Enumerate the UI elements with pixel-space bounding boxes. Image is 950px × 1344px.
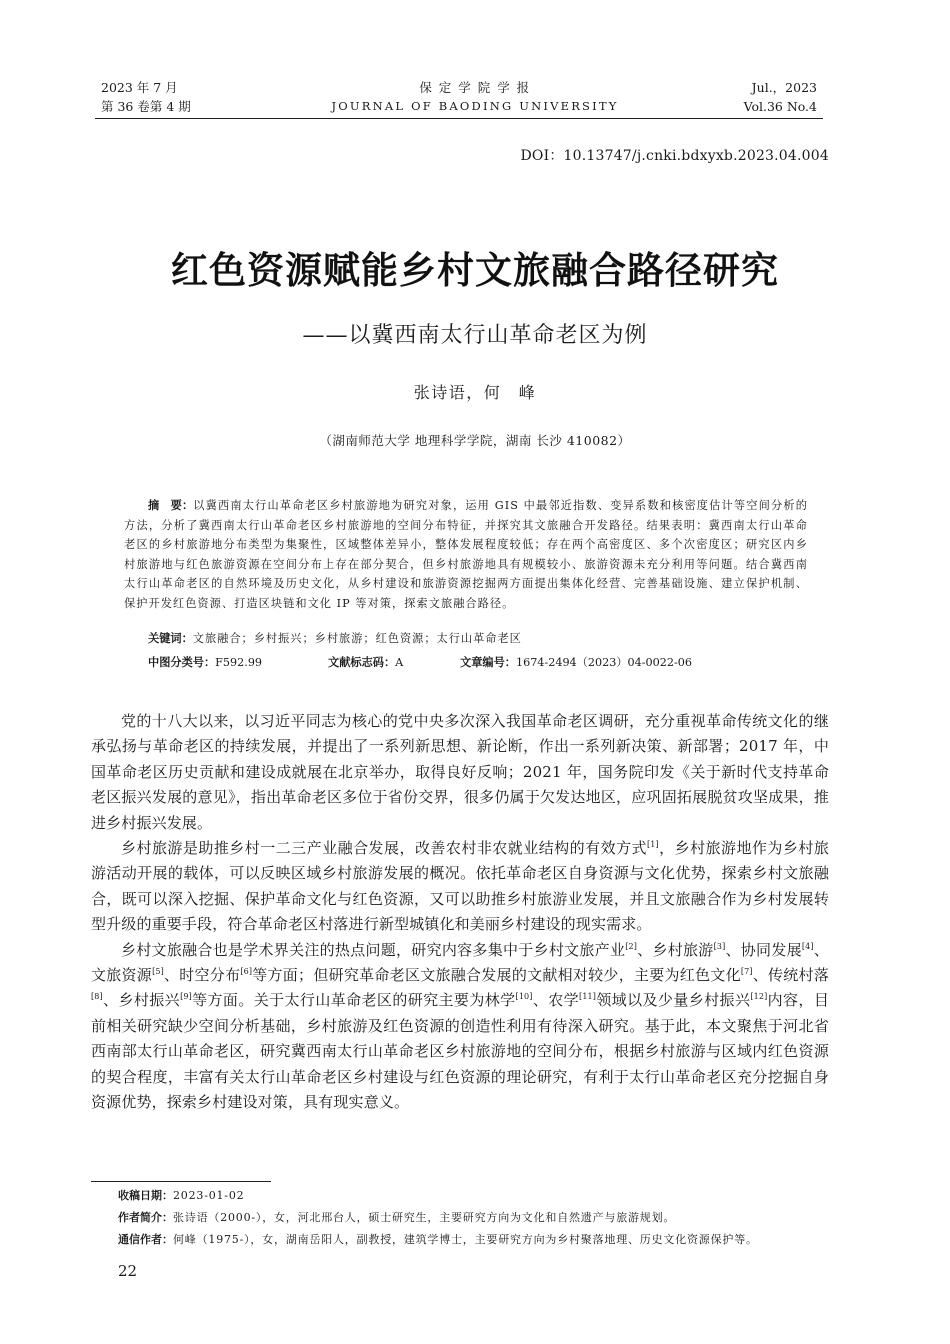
p3-seg: 、农学 [532,991,580,1010]
article-label: 文章编号： [460,656,516,669]
citation[interactable]: [4] [801,941,814,951]
citation[interactable]: [6] [240,967,253,977]
received-label: 收稿日期： [118,1189,173,1202]
p3-seg: 乡村文旅融合也是学术界关注的热点问题，研究内容多集中于乡村文旅产业 [121,940,626,959]
clc-value: F592.99 [215,656,263,669]
paragraph-2 [91,836,829,938]
keywords [148,630,522,646]
issue-volume-en: Vol.36 No.4 [743,99,817,114]
corresponding-bio: 何峰（1975-），女，湖南岳阳人，副教授，建筑学博士，主要研究方向为乡村聚落地理、历史文化资源保护等。 [173,1233,758,1246]
corresponding-label: 通信作者： [118,1233,173,1246]
citation[interactable]: [7] [740,967,753,977]
citation[interactable]: [2] [625,941,638,951]
p2-seg: 乡村旅游是助推乡村一二三产业融合发展，改善农村非农就业结构的有效方式 [121,839,648,858]
author-bio-label: 作者简介： [118,1211,173,1224]
clc-label: 中图分类号： [148,656,216,669]
paragraph-1: 党的十八大以来，以习近平同志为核心的党中央多次深入我国革命老区调研，充分重视革命传统文化的继承弘扬与革命老区的持续发展，并提出了一系列新思想、新论断，作出一系列新决策、新部署；2017 年，中国革命老区历史贡献和建设成就展在北京举办，取得良好反响；2021 年，国务院印发《关于新时代支持革命老区振兴发展的意见》，指出革命老区多位于省份交界，很多仍属于欠发达地区，应巩固拓展脱贫攻坚成果，推进乡村振兴发展。 [91,712,829,832]
authors: 张诗语，何 峰 [413,383,537,402]
header-rule [95,118,823,119]
article-number [460,654,692,670]
abstract-text: 以冀西南太行山革命老区乡村旅游地为研究对象，运用 GIS 中最邻近指数、变异系数和核密度估计等空间分析的方法，分析了冀西南太行山革命老区乡村旅游地的空间分布特征，并探究其文旅融合开发路径。结果表明：冀西南太行山革命老区的乡村旅游地分布类型为集聚性，区域整体差异小，整体发展程度较低；存在两个高密度区、多个次密度区；研究区内乡村旅游地与红色旅游资源在空间分布上存在部分契合，但乡村旅游地具有规模较小、旅游资源未充分利用等问题。结合冀西南太行山革命老区的自然环境及历史文化，从乡村建设和旅游资源挖掘两方面提出集体化经营、完善基础设施、建立保护机制、保护开发红色资源、打造区块链和文化 IP 等对策，探索文旅融合路径。 [124,499,808,610]
issue-volume-cn: 第 36 卷第 4 期 [101,99,191,114]
p3-seg: 、文旅资源 [91,940,829,985]
citation[interactable]: [8] [91,992,103,1002]
footnote-rule [91,1181,271,1182]
p3-seg: 、乡村振兴 [102,991,181,1010]
footnote-author [118,1209,675,1225]
p2-seg: ，乡村旅游地作为乡村旅游活动开展的载体，可以反映区域乡村旅游发展的概况。依托革命老区自身资源与文化优势，探索乡村文旅融合，既可以深入挖掘、保护革命文化与红色资源，又可以助推乡村旅游业发展，并且文旅融合作为乡村发展转型升级的重要手段，符合革命老区村落进行新型城镇化和美丽乡村建设的现实需求。 [91,839,829,934]
p3-seg: 内容，目前相关研究缺少空间分析基础，乡村旅游及红色资源的创造性利用有待深入研究。基于此，本文聚焦于河北省西南部太行山革命老区，研究冀西南太行山革命老区乡村旅游地的空间分布，根据乡村旅游与区域内红色资源的契合程度，丰富有关太行山革命老区乡村建设与红色资源的理论研究，有利于太行山革命老区充分挖掘自身资源优势，探索乡村建设对策，具有现实意义。 [91,991,829,1112]
citation[interactable]: [5] [152,967,164,977]
affiliation: （湖南师范大学 地理科学学院，湖南 长沙 410082） [319,433,631,448]
citation[interactable]: [11] [579,992,597,1002]
code-label: 文献标志码： [328,656,396,669]
abstract-label: 摘 要： [148,499,194,512]
code-value: A [395,656,404,669]
keywords-label: 关键词： [148,632,193,645]
keywords-text: 文旅融合；乡村振兴；乡村旅游；红色资源；太行山革命老区 [192,632,522,645]
body-text [91,709,829,1116]
p3-seg: 等方面；但研究革命老区文旅融合发展的文献相对较少，主要为红色文化 [252,966,741,985]
issue-date-en: Jul.，2023 [751,80,817,95]
journal-name-en: JOURNAL OF BAODING UNIVERSITY [331,99,619,113]
page-number: 22 [118,1262,138,1280]
journal-name-cn: 保 定 学 院 学 报 [419,80,531,95]
paper-title: 红色资源赋能乡村文旅融合路径研究 [171,248,779,292]
p3-seg: 领域以及少量乡村振兴 [596,991,751,1010]
p3-seg: 、协同发展 [725,940,802,959]
paragraph-3 [91,938,829,1116]
citation[interactable]: [1] [647,840,659,850]
citation[interactable]: [3] [713,941,726,951]
citation[interactable]: [9] [180,992,192,1002]
p3-seg: 、乡村旅游 [637,940,714,959]
p3-seg: 、传统村落 [752,966,829,985]
p3-seg: 等方面。关于太行山革命老区的研究主要为林学 [191,991,516,1010]
article-value: 1674-2494（2023）04-0022-06 [515,656,693,669]
citation[interactable]: [10] [515,992,533,1002]
p3-seg: 、时空分布 [163,966,241,985]
received-date: 2023-01-02 [173,1189,245,1202]
issue-date-cn: 2023 年 7 月 [101,80,178,95]
footnote-received [118,1187,244,1203]
paper-subtitle: ——以冀西南太行山革命老区为例 [302,323,648,348]
document-code [328,654,403,670]
citation[interactable]: [12] [750,992,768,1002]
author-bio: 张诗语（2000-），女，河北邢台人，硕士研究生，主要研究方向为文化和自然遗产与旅游规划。 [173,1211,676,1224]
footnote-corresponding [118,1231,758,1247]
abstract [124,496,808,614]
header-right [744,78,817,116]
clc-number [148,654,262,670]
doi[interactable]: DOI：10.13747/j.cnki.bdxyxb.2023.04.004 [520,148,829,164]
